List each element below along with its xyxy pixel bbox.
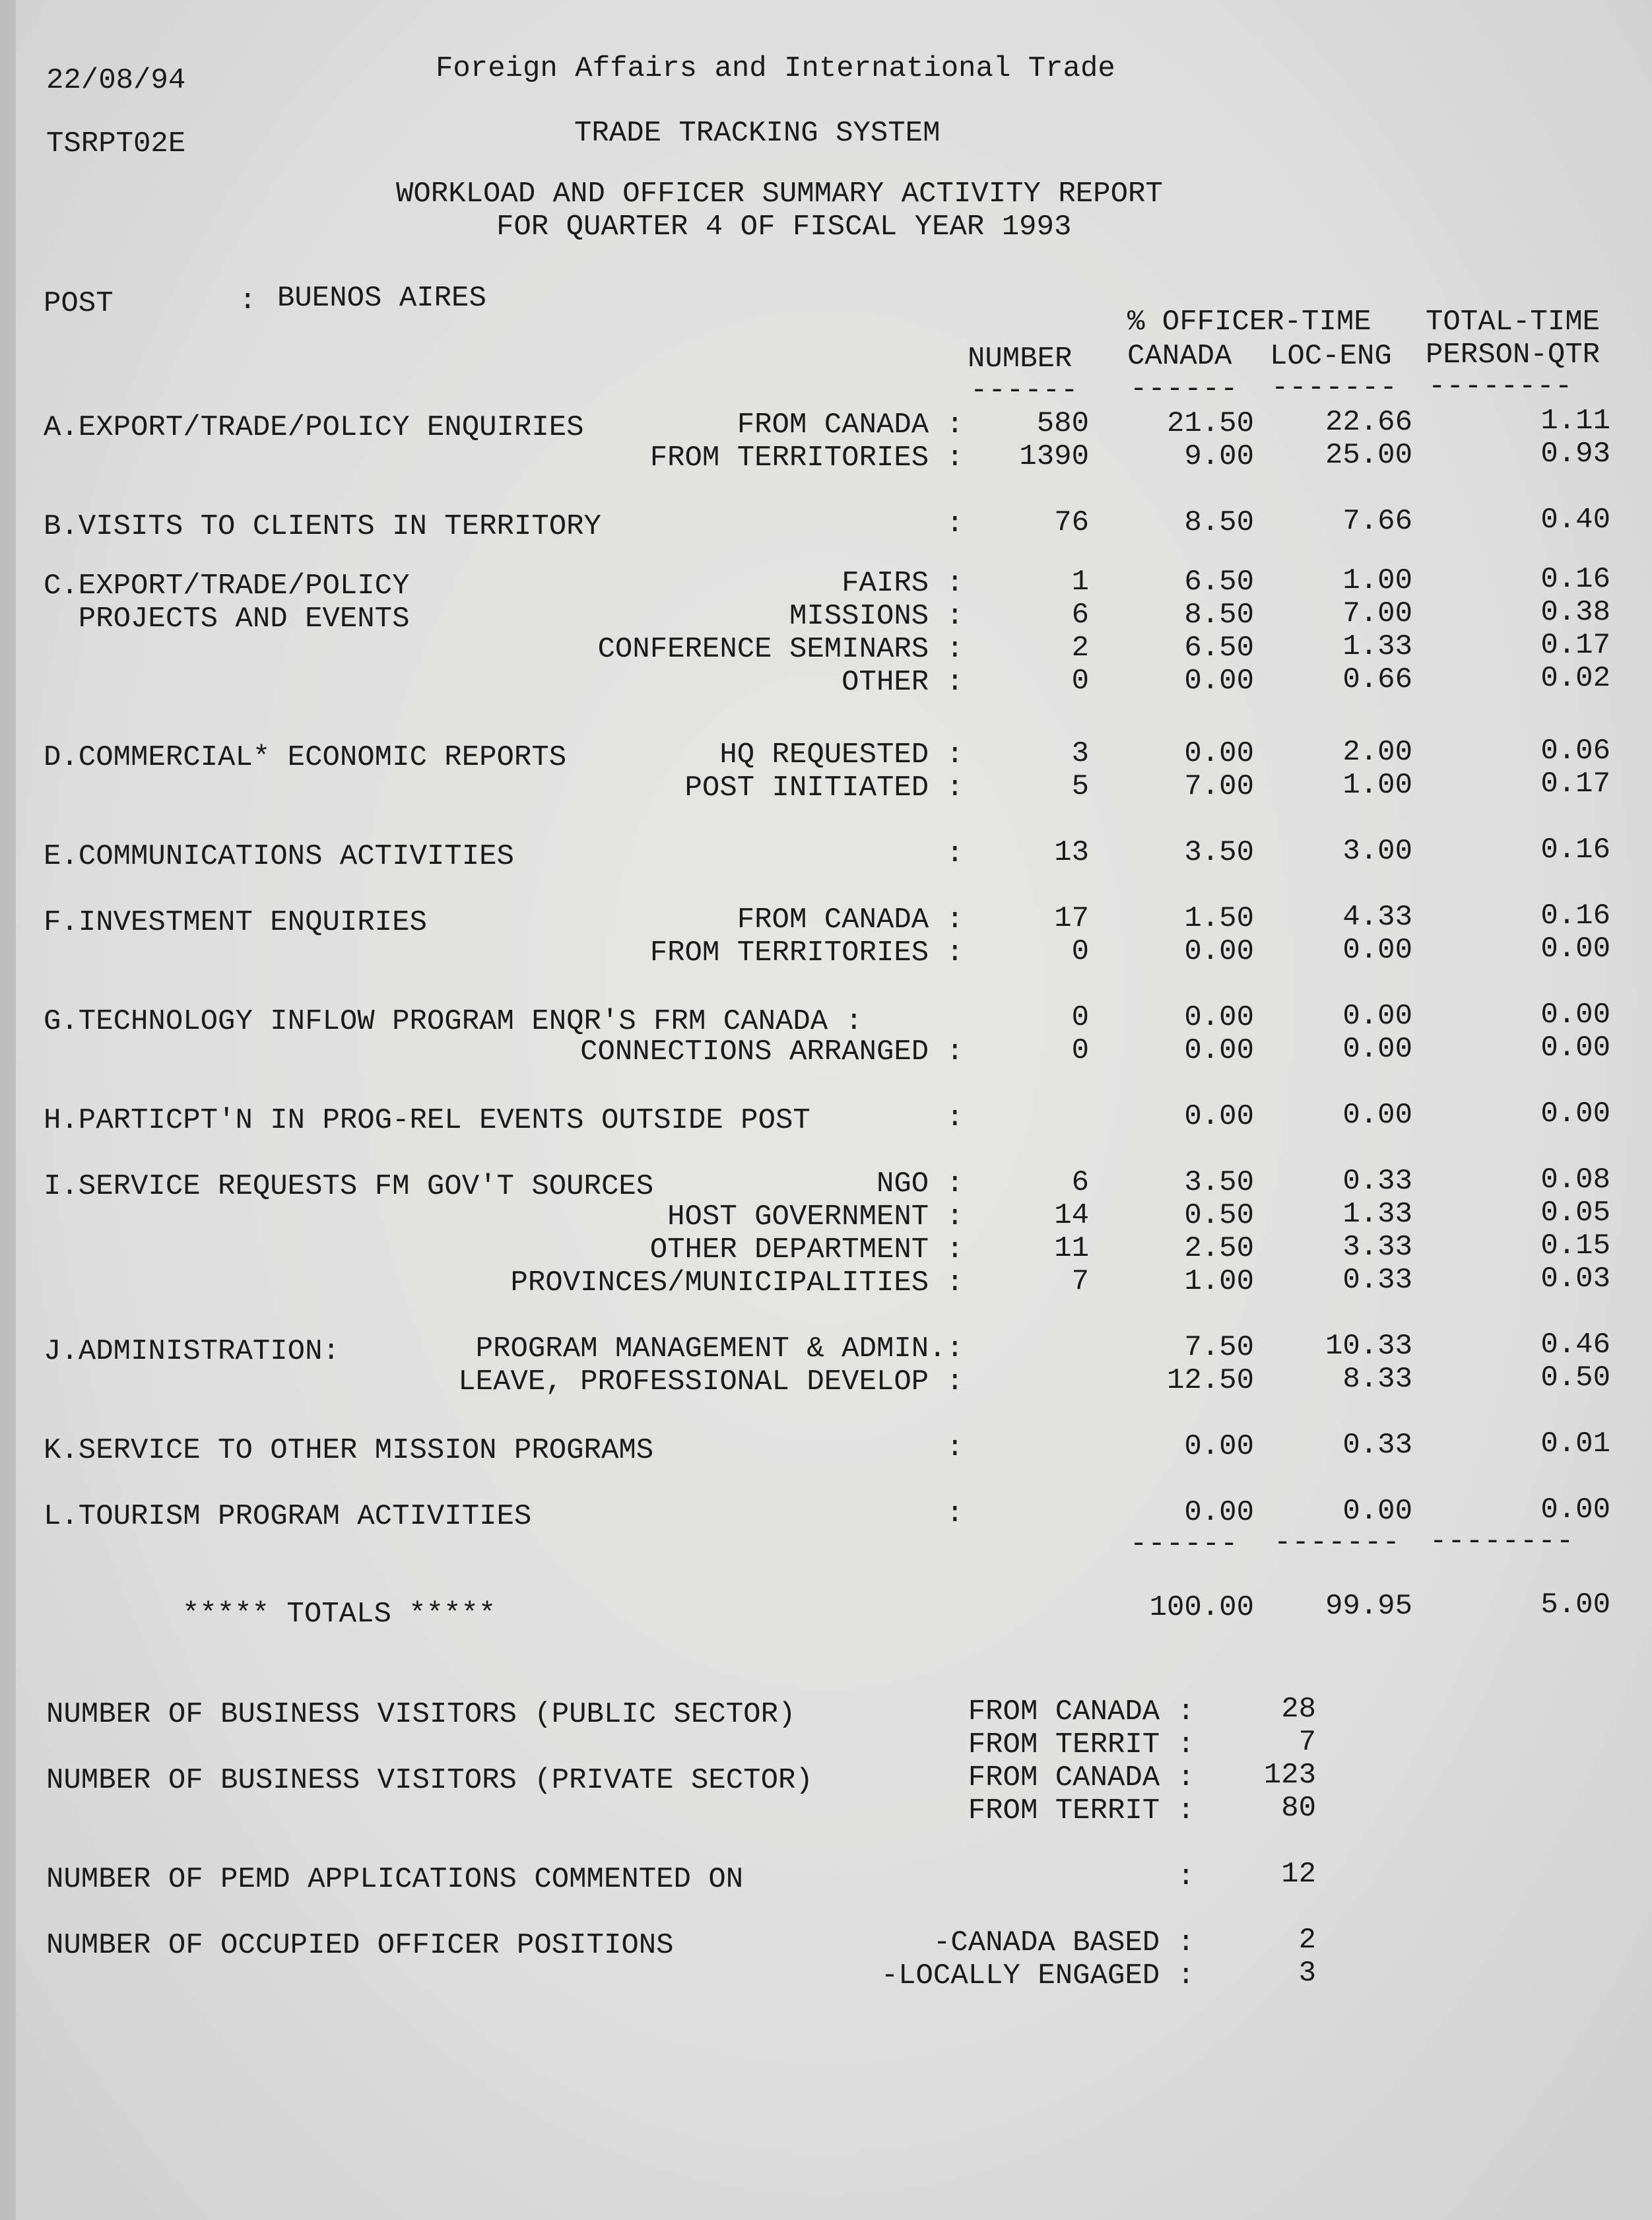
row-person-qtr: 0.00 xyxy=(1540,1031,1610,1064)
row-category: J.ADMINISTRATION: xyxy=(44,1335,340,1368)
row-number: 0 xyxy=(1071,1034,1089,1067)
row-person-qtr: 1.11 xyxy=(1540,405,1610,438)
col-rule-loc-eng: ------- xyxy=(1271,372,1398,405)
scan-edge-shadow xyxy=(0,0,16,2220)
row-number: 7 xyxy=(1071,1265,1089,1298)
row-subcategory: : xyxy=(946,1431,964,1464)
row-loc-eng-pct: 0.00 xyxy=(1342,1495,1412,1528)
row-subcategory: FROM TERRITORIES : xyxy=(649,936,964,969)
row-canada-pct: 0.00 xyxy=(1184,1430,1254,1463)
row-loc-eng-pct: 25.00 xyxy=(1325,439,1412,472)
totals-loc-eng: 99.95 xyxy=(1325,1590,1412,1623)
row-number: 580 xyxy=(1036,407,1089,440)
row-loc-eng-pct: 1.33 xyxy=(1342,630,1412,663)
row-number: 0 xyxy=(1071,935,1089,968)
row-subcategory: POST INITIATED : xyxy=(684,771,964,804)
row-loc-eng-pct: 0.00 xyxy=(1342,934,1412,967)
row-canada-pct: 0.00 xyxy=(1184,1001,1254,1034)
summary-value: 7 xyxy=(1298,1726,1316,1759)
row-number: 5 xyxy=(1071,770,1089,803)
row-number: 3 xyxy=(1071,737,1089,770)
row-category: H.PARTICPT'N IN PROG-REL EVENTS OUTSIDE POST xyxy=(44,1104,810,1137)
row-person-qtr: 0.03 xyxy=(1540,1262,1610,1295)
row-person-qtr: 0.16 xyxy=(1540,563,1610,596)
row-loc-eng-pct: 7.00 xyxy=(1342,597,1412,630)
row-number: 6 xyxy=(1071,599,1089,632)
summary-source: FROM TERRIT : xyxy=(968,1794,1195,1827)
row-person-qtr: 0.00 xyxy=(1540,998,1610,1031)
row-loc-eng-pct: 1.00 xyxy=(1342,564,1412,597)
row-canada-pct: 7.00 xyxy=(1184,770,1254,803)
row-person-qtr: 0.17 xyxy=(1540,629,1610,662)
row-person-qtr: 0.46 xyxy=(1540,1328,1610,1361)
row-canada-pct: 0.50 xyxy=(1184,1199,1254,1232)
row-person-qtr: 0.00 xyxy=(1540,932,1610,965)
post-label: POST xyxy=(44,287,114,320)
row-loc-eng-pct: 7.66 xyxy=(1342,505,1412,538)
col-rule-person-qtr: -------- xyxy=(1428,370,1573,403)
summary-source: -CANADA BASED : xyxy=(933,1926,1195,1959)
row-person-qtr: 0.00 xyxy=(1540,1097,1610,1130)
row-person-qtr: 0.38 xyxy=(1540,596,1610,629)
row-number: 2 xyxy=(1071,632,1089,665)
row-canada-pct: 8.50 xyxy=(1184,599,1254,632)
post-value: BUENOS AIRES xyxy=(277,282,486,315)
row-person-qtr: 0.16 xyxy=(1540,899,1610,932)
summary-value: 123 xyxy=(1263,1759,1316,1792)
summary-source: : xyxy=(1177,1860,1195,1893)
row-loc-eng-pct: 8.33 xyxy=(1342,1363,1412,1396)
row-loc-eng-pct: 1.33 xyxy=(1342,1198,1412,1231)
row-loc-eng-pct: 0.33 xyxy=(1342,1165,1412,1198)
row-canada-pct: 6.50 xyxy=(1184,566,1254,599)
summary-label: NUMBER OF BUSINESS VISITORS (PRIVATE SECTOR) xyxy=(46,1764,813,1797)
row-loc-eng-pct: 10.33 xyxy=(1325,1330,1412,1363)
summary-label: NUMBER OF BUSINESS VISITORS (PUBLIC SECTOR) xyxy=(46,1698,796,1731)
row-loc-eng-pct: 0.33 xyxy=(1342,1429,1412,1462)
row-number: 76 xyxy=(1054,506,1089,539)
summary-value: 12 xyxy=(1281,1858,1316,1891)
summary-source: -LOCALLY ENGAGED : xyxy=(880,1959,1195,1992)
row-category: A.EXPORT/TRADE/POLICY ENQUIRIES xyxy=(44,411,584,444)
row-subcategory: : xyxy=(946,837,964,870)
row-person-qtr: 0.00 xyxy=(1540,1493,1610,1526)
row-person-qtr: 0.06 xyxy=(1540,735,1610,767)
row-subcategory: OTHER : xyxy=(842,666,964,699)
post-separator: : xyxy=(239,284,257,317)
row-canada-pct: 0.00 xyxy=(1184,1100,1254,1133)
row-category: B.VISITS TO CLIENTS IN TERRITORY xyxy=(44,510,601,543)
row-category: G.TECHNOLOGY INFLOW PROGRAM ENQR'S FRM CANADA : xyxy=(44,1005,863,1038)
summary-value: 2 xyxy=(1298,1924,1316,1957)
row-loc-eng-pct: 3.00 xyxy=(1342,835,1412,868)
row-canada-pct: 9.00 xyxy=(1184,440,1254,473)
row-subcategory: HOST GOVERNMENT : xyxy=(667,1200,964,1233)
row-number: 1 xyxy=(1071,566,1089,599)
row-person-qtr: 0.08 xyxy=(1540,1163,1610,1196)
row-person-qtr: 0.02 xyxy=(1540,662,1610,695)
row-number: 1390 xyxy=(1019,440,1089,473)
row-loc-eng-pct: 0.00 xyxy=(1342,1033,1412,1066)
row-subcategory: CONNECTIONS ARRANGED : xyxy=(580,1035,964,1068)
row-number: 0 xyxy=(1071,665,1089,698)
row-subcategory: CONFERENCE SEMINARS : xyxy=(597,633,964,666)
report-date: 22/08/94 xyxy=(46,64,186,97)
row-canada-pct: 2.50 xyxy=(1184,1232,1254,1265)
row-subcategory: : xyxy=(946,1101,964,1134)
col-group-officer-time: % OFFICER-TIME xyxy=(1127,306,1371,339)
totals-canada: 100.00 xyxy=(1149,1591,1254,1624)
row-loc-eng-pct: 0.00 xyxy=(1342,1000,1412,1033)
row-number: 11 xyxy=(1054,1232,1089,1265)
row-canada-pct: 0.00 xyxy=(1184,737,1254,770)
summary-source: FROM CANADA : xyxy=(968,1761,1195,1794)
row-canada-pct: 12.50 xyxy=(1166,1364,1254,1397)
row-category: I.SERVICE REQUESTS FM GOV'T SOURCES xyxy=(44,1170,654,1203)
row-category: L.TOURISM PROGRAM ACTIVITIES xyxy=(44,1500,532,1533)
row-subcategory: PROVINCES/MUNICIPALITIES : xyxy=(510,1266,964,1299)
row-subcategory: : xyxy=(946,1497,964,1530)
row-canada-pct: 1.50 xyxy=(1184,902,1254,935)
row-canada-pct: 1.00 xyxy=(1184,1265,1254,1298)
summary-source: FROM CANADA : xyxy=(968,1695,1195,1728)
totals-label: ***** TOTALS ***** xyxy=(182,1598,496,1631)
col-header-loc-eng: LOC-ENG xyxy=(1270,340,1392,373)
row-canada-pct: 0.00 xyxy=(1184,1034,1254,1067)
row-person-qtr: 0.01 xyxy=(1540,1427,1610,1460)
col-header-canada: CANADA xyxy=(1127,340,1232,373)
row-subcategory: FAIRS : xyxy=(842,567,964,600)
summary-value: 80 xyxy=(1281,1792,1316,1825)
row-category: D.COMMERCIAL* ECONOMIC REPORTS xyxy=(44,741,567,774)
row-person-qtr: 0.40 xyxy=(1540,504,1610,537)
col-rule-canada: ------ xyxy=(1130,373,1239,406)
row-subcategory: LEAVE, PROFESSIONAL DEVELOP : xyxy=(458,1365,964,1398)
row-number: 6 xyxy=(1071,1166,1089,1199)
row-loc-eng-pct: 1.00 xyxy=(1342,769,1412,802)
row-canada-pct: 0.00 xyxy=(1184,1496,1254,1529)
row-canada-pct: 3.50 xyxy=(1184,1166,1254,1199)
row-subcategory: FROM CANADA : xyxy=(737,903,964,936)
row-loc-eng-pct: 22.66 xyxy=(1325,406,1412,439)
row-loc-eng-pct: 4.33 xyxy=(1342,901,1412,934)
row-canada-pct: 8.50 xyxy=(1184,506,1254,539)
row-canada-pct: 3.50 xyxy=(1184,836,1254,869)
row-canada-pct: 7.50 xyxy=(1184,1331,1254,1364)
row-number: 13 xyxy=(1054,836,1089,869)
row-person-qtr: 0.16 xyxy=(1540,833,1610,866)
row-subcategory: : xyxy=(946,507,964,540)
row-number: 14 xyxy=(1054,1199,1089,1232)
totals-rule-person-qtr: -------- xyxy=(1430,1525,1575,1558)
totals-person-qtr: 5.00 xyxy=(1540,1588,1610,1621)
summary-label: NUMBER OF PEMD APPLICATIONS COMMENTED ON xyxy=(46,1863,744,1896)
col-header-number: NUMBER xyxy=(968,343,1073,375)
row-loc-eng-pct: 0.66 xyxy=(1342,663,1412,696)
row-subcategory: PROGRAM MANAGEMENT & ADMIN.: xyxy=(475,1332,964,1365)
row-canada-pct: 0.00 xyxy=(1184,665,1254,698)
row-subcategory: FROM CANADA : xyxy=(737,408,964,441)
summary-source: FROM TERRIT : xyxy=(968,1728,1195,1761)
row-category: K.SERVICE TO OTHER MISSION PROGRAMS xyxy=(44,1434,654,1467)
row-person-qtr: 0.50 xyxy=(1540,1361,1610,1394)
row-person-qtr: 0.05 xyxy=(1540,1196,1610,1229)
row-subcategory: NGO : xyxy=(876,1167,964,1200)
col-rule-number: ------ xyxy=(970,374,1079,407)
report-period: FOR QUARTER 4 OF FISCAL YEAR 1993 xyxy=(496,211,1072,244)
row-loc-eng-pct: 0.33 xyxy=(1342,1264,1412,1297)
row-canada-pct: 6.50 xyxy=(1184,632,1254,665)
row-person-qtr: 0.93 xyxy=(1540,438,1610,471)
row-canada-pct: 21.50 xyxy=(1166,407,1254,440)
row-category: PROJECTS AND EVENTS xyxy=(44,603,410,636)
col-header-person-qtr: PERSON-QTR xyxy=(1426,339,1601,372)
row-canada-pct: 0.00 xyxy=(1184,935,1254,968)
row-category: E.COMMUNICATIONS ACTIVITIES xyxy=(44,840,514,873)
row-subcategory: FROM TERRITORIES : xyxy=(649,441,964,474)
row-number: 0 xyxy=(1071,1001,1089,1034)
row-category: C.EXPORT/TRADE/POLICY xyxy=(44,570,410,603)
row-loc-eng-pct: 2.00 xyxy=(1342,736,1412,769)
summary-label: NUMBER OF OCCUPIED OFFICER POSITIONS xyxy=(46,1929,674,1962)
row-loc-eng-pct: 0.00 xyxy=(1342,1099,1412,1132)
row-subcategory: HQ REQUESTED : xyxy=(719,738,964,771)
totals-rule-loc-eng: ------- xyxy=(1274,1526,1401,1559)
row-subcategory: MISSIONS : xyxy=(789,600,964,633)
report-code: TSRPT02E xyxy=(46,127,186,160)
col-group-total-time: TOTAL-TIME xyxy=(1426,306,1601,339)
row-loc-eng-pct: 3.33 xyxy=(1342,1231,1412,1264)
summary-value: 28 xyxy=(1281,1693,1316,1726)
row-number: 17 xyxy=(1054,902,1089,935)
system-name: TRADE TRACKING SYSTEM xyxy=(574,117,941,150)
row-subcategory: OTHER DEPARTMENT : xyxy=(649,1233,964,1266)
row-person-qtr: 0.15 xyxy=(1540,1229,1610,1262)
report-title: WORKLOAD AND OFFICER SUMMARY ACTIVITY REPORT xyxy=(396,178,1163,211)
totals-rule-canada: ------ xyxy=(1130,1528,1239,1561)
summary-value: 3 xyxy=(1298,1957,1316,1990)
row-category: F.INVESTMENT ENQUIRIES xyxy=(44,906,427,939)
department-name: Foreign Affairs and International Trade xyxy=(436,52,1115,85)
row-person-qtr: 0.17 xyxy=(1540,767,1610,800)
